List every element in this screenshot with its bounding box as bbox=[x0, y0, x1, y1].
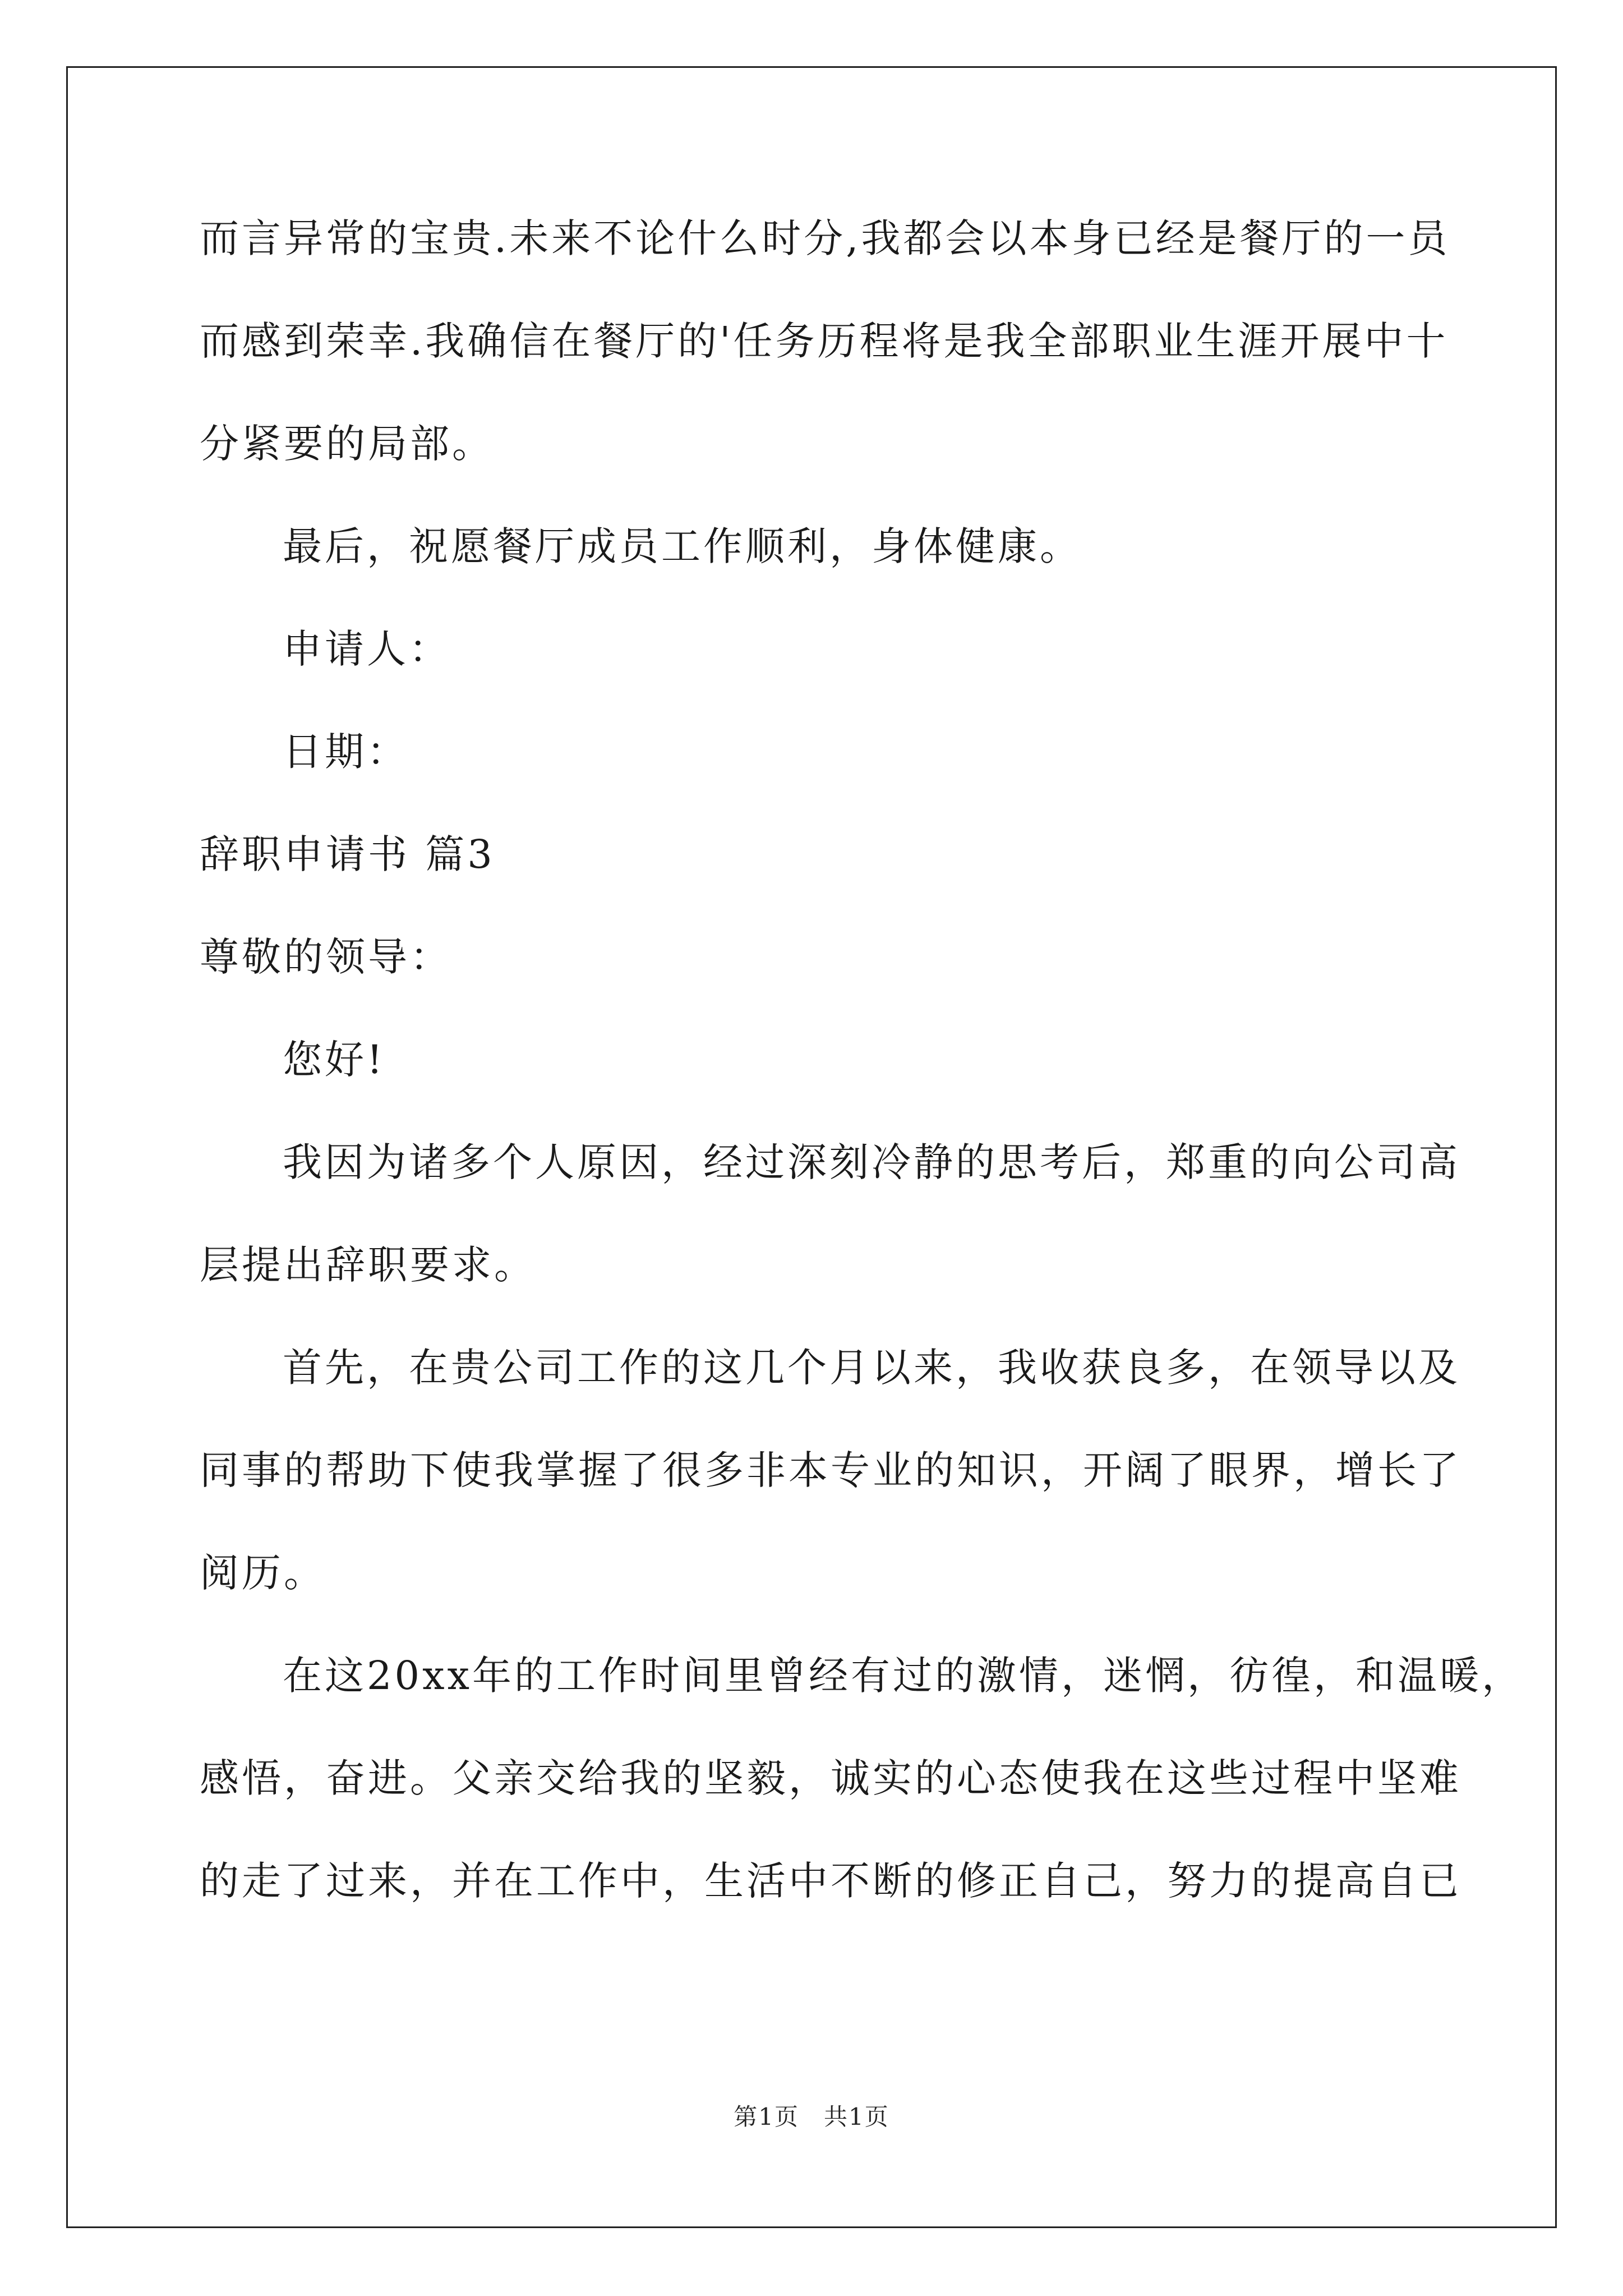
body-line-17: 的走了过来，并在工作中，生活中不断的修正自己，努力的提高自已 bbox=[200, 1858, 1461, 1904]
body-line-3: 分紧要的局部。 bbox=[200, 421, 494, 467]
body-line-15: 在这20xx年的工作时间里曾经有过的激情，迷惘，彷徨，和温暖， bbox=[283, 1653, 1524, 1699]
body-line-10: 我因为诸多个人原因，经过深刻冷静的思考后，郑重的向公司高 bbox=[283, 1139, 1460, 1185]
body-line-16: 感悟，奋进。父亲交给我的坚毅，诚实的心态使我在这些过程中坚难 bbox=[200, 1755, 1461, 1801]
closing-wish: 最后，祝愿餐厅成员工作顺利，身体健康。 bbox=[283, 523, 1082, 569]
section-heading: 辞职申请书 篇3 bbox=[200, 831, 495, 877]
salutation: 尊敬的领导： bbox=[200, 934, 452, 980]
greeting: 您好! bbox=[283, 1037, 386, 1083]
body-line-11: 层提出辞职要求。 bbox=[200, 1242, 536, 1288]
body-line-2: 而感到荣幸.我确信在餐厅的'任务历程将是我全部职业生涯开展中十 bbox=[200, 318, 1449, 364]
body-line-13: 同事的帮助下使我掌握了很多非本专业的知识，开阔了眼界，增长了 bbox=[200, 1447, 1461, 1493]
body-line-12: 首先，在贵公司工作的这几个月以来，我收获良多，在领导以及 bbox=[283, 1345, 1460, 1391]
date-label: 日期： bbox=[283, 729, 409, 775]
applicant-label: 申请人： bbox=[283, 626, 451, 672]
body-line-1: 而言异常的宝贵.未来不论什么时分,我都会以本身已经是餐厅的一员 bbox=[200, 215, 1450, 261]
body-line-14: 阅历。 bbox=[200, 1550, 326, 1596]
page-footer: 第1页 共1页 bbox=[734, 2103, 889, 2131]
